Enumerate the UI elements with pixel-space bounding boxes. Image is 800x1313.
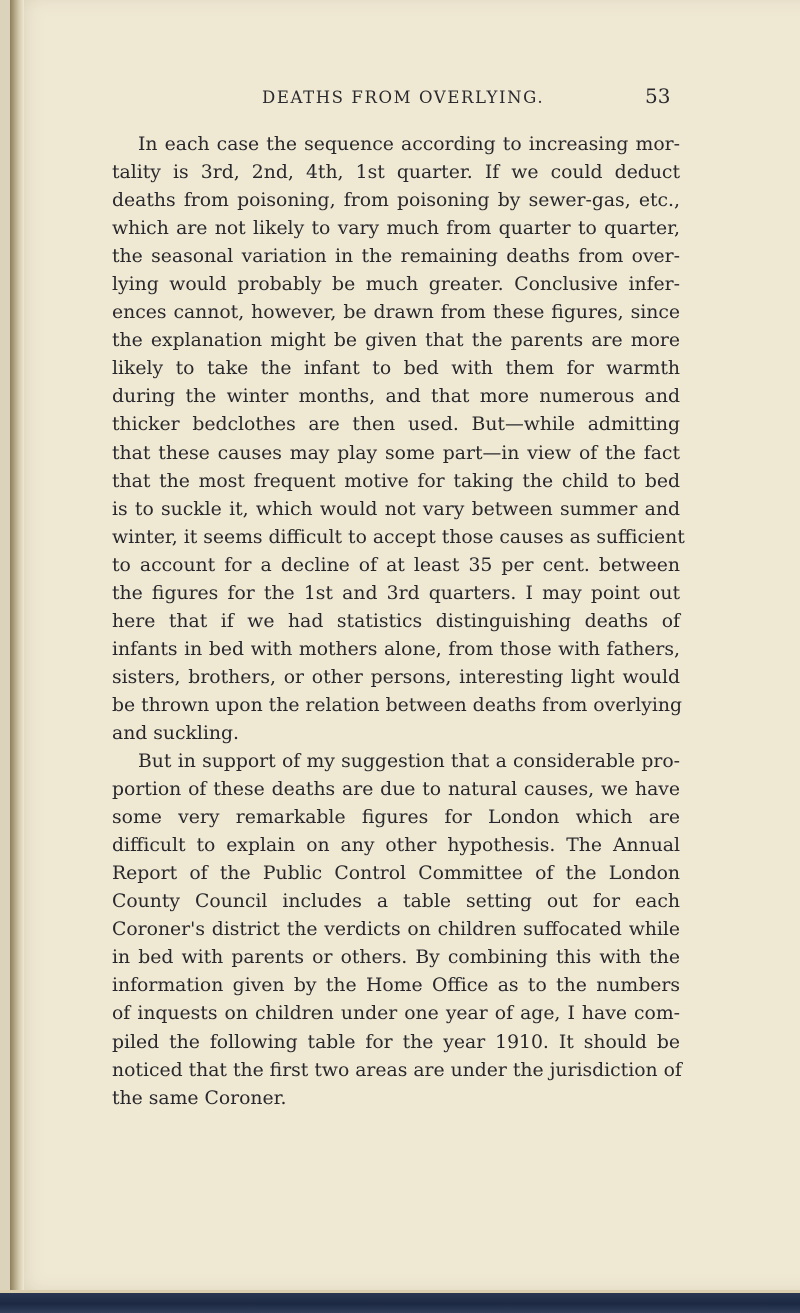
text-line: be thrown upon the relation between deaths from overlying (112, 694, 683, 716)
spine-shadow (10, 0, 24, 1290)
text-line: ences cannot, however, be drawn from these figures, since (112, 302, 680, 324)
text-line: and suckling. (112, 722, 240, 744)
text-line: in bed with parents or others. By combining this with the (112, 947, 680, 969)
text-line: some very remarkable figures for London which are (112, 807, 680, 829)
text-line: the seasonal variation in the remaining deaths from over- (112, 246, 680, 268)
text-line: lying would probably be much greater. Conclusive infer- (112, 274, 680, 296)
text-line: portion of these deaths are due to natural causes, we have (112, 779, 680, 801)
text-line: Coroner's district the verdicts on children suffocated while (112, 919, 680, 941)
text-line: difficult to explain on any other hypothesis. The Annual (112, 835, 680, 857)
text-line: In each case the sequence according to increasing mor- (138, 134, 680, 155)
book-bottom-edge (0, 1290, 800, 1313)
text-line: here that if we had statistics distinguishing deaths of (112, 610, 680, 632)
text-line: infants in bed with mothers alone, from those with fathers, (112, 638, 680, 660)
text-line: during the winter months, and that more numerous and (112, 386, 680, 408)
text-line: likely to take the infant to bed with them for warmth (112, 358, 680, 380)
text-line: is to suckle it, which would not vary between summer and (112, 498, 680, 520)
text-line: which are not likely to vary much from quarter to quarter, (112, 218, 680, 240)
text-line: tality is 3rd, 2nd, 4th, 1st quarter. If we could deduct (112, 162, 680, 184)
text-line: that the most frequent motive for taking the child to bed (112, 470, 680, 492)
text-line: But in support of my suggestion that a considerable pro- (138, 751, 680, 773)
text-line: the figures for the 1st and 3rd quarters. I may point out (112, 582, 680, 604)
text-line: that these causes may play some part—in view of the fact (112, 442, 680, 464)
text-line: sisters, brothers, or other persons, interesting light would (112, 666, 680, 688)
paragraph-1 (112, 131, 685, 748)
text-line: thicker bedclothes are then used. But—while admitting (112, 414, 680, 436)
text-line: the same Coroner. (112, 1087, 287, 1109)
text-line: the explanation might be given that the parents are more (112, 330, 680, 352)
running-title: DEATHS FROM OVERLYING. (262, 88, 545, 107)
page-number: 53 (645, 84, 671, 108)
text-line: information given by the Home Office as to the numbers (112, 975, 680, 997)
text-line: deaths from poisoning, from poisoning by sewer-gas, etc., (112, 190, 680, 212)
body-text (112, 131, 685, 1113)
text-line: Report of the Public Control Committee of the London (112, 863, 680, 885)
text-line: County Council includes a table setting out for each (112, 891, 680, 913)
page-edge-line (0, 1290, 800, 1293)
text-line: winter, it seems difficult to accept those causes as sufficient (112, 526, 685, 548)
running-head (0, 84, 800, 112)
text-line: piled the following table for the year 1910. It should be (112, 1031, 680, 1053)
paragraph-2 (112, 748, 680, 1113)
text-line: to account for a decline of at least 35 per cent. between (112, 554, 680, 576)
text-line: of inquests on children under one year of age, I have com- (112, 1003, 680, 1025)
text-line: noticed that the first two areas are under the jurisdiction of (112, 1059, 682, 1081)
